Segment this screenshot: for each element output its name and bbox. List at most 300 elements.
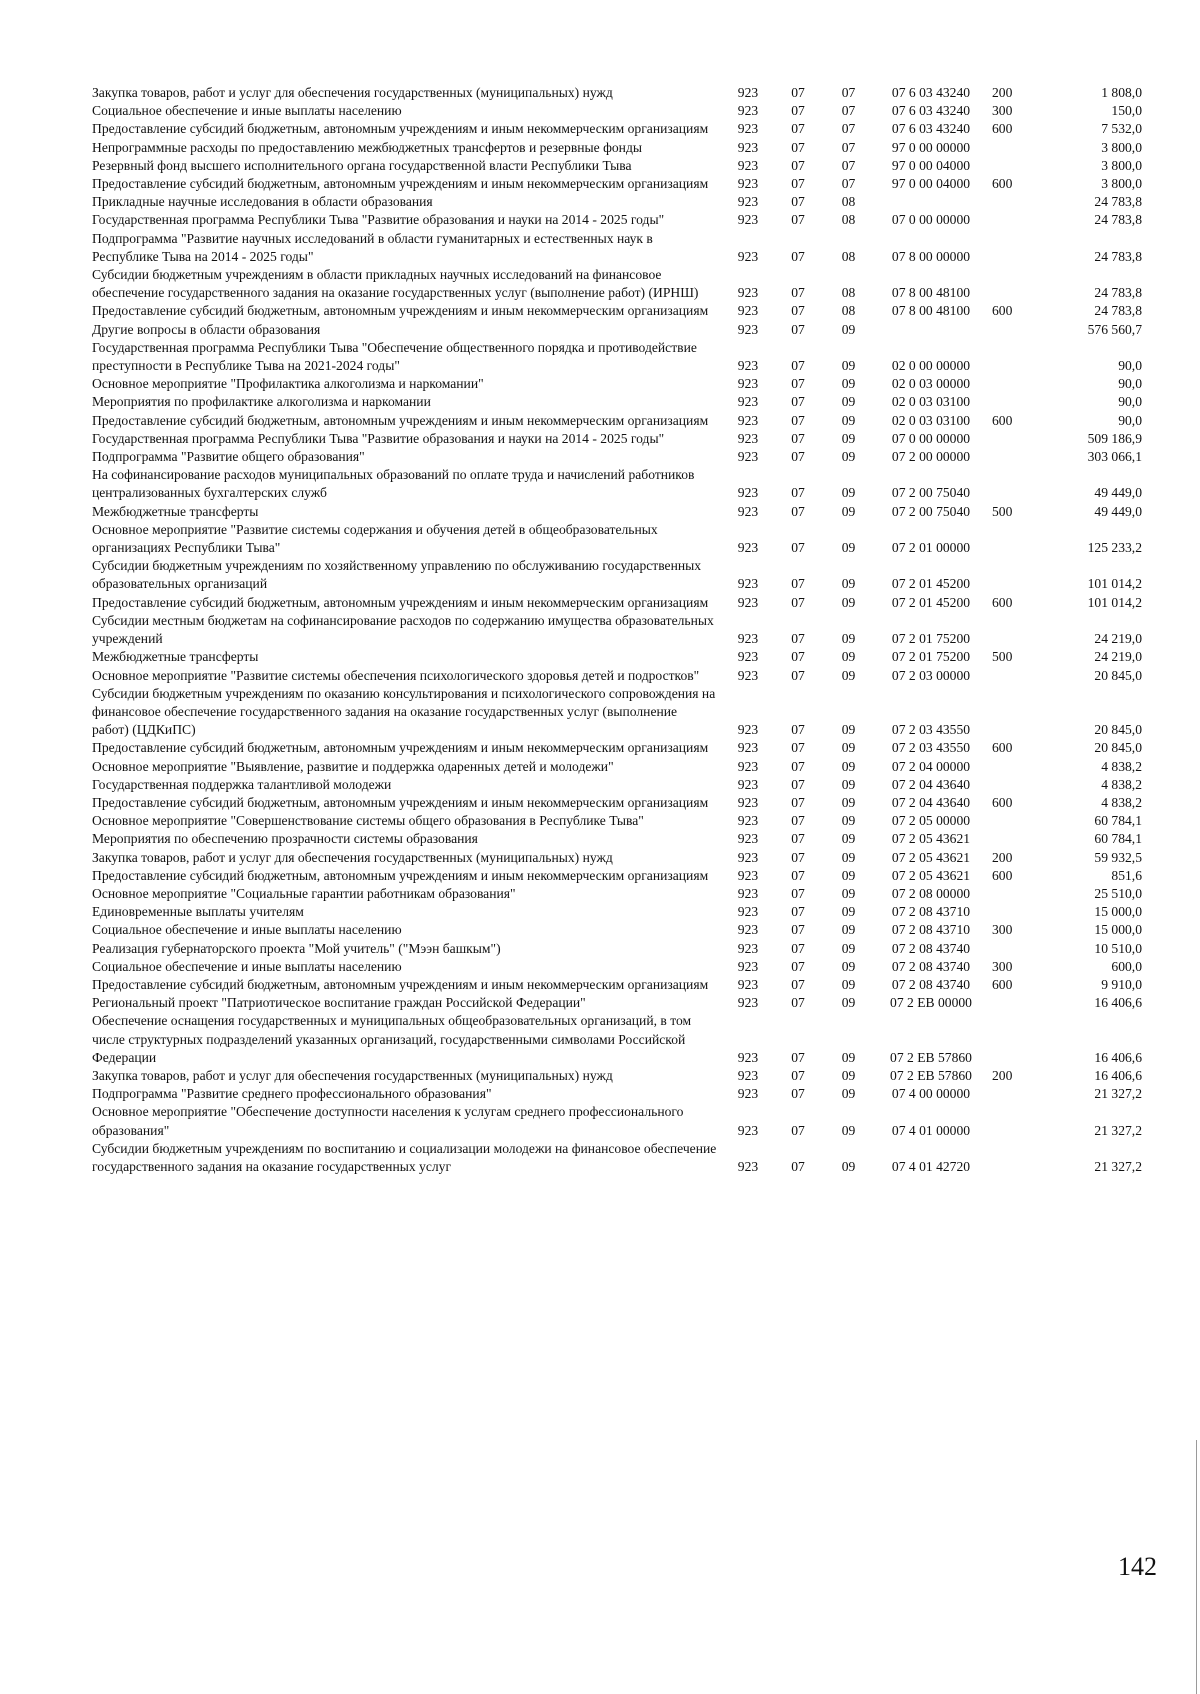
amount-cell: 59 932,5 [1094, 849, 1142, 865]
section-code-cell: 07 [791, 885, 805, 901]
table-row [92, 994, 1142, 1012]
amount-cell: 24 219,0 [1094, 631, 1142, 647]
table-row [92, 412, 1142, 430]
subsection-code-cell: 09 [841, 1049, 856, 1065]
amount-cell: 60 784,1 [1094, 813, 1142, 829]
target-item-code-cell: 07 2 03 43550 [891, 722, 971, 738]
expense-type-code-cell: 600 [992, 303, 1013, 319]
expense-type-code-cell: 600 [992, 412, 1013, 428]
expense-type-code-cell: 600 [992, 176, 1013, 192]
section-code-cell: 07 [791, 576, 805, 592]
expenditure-name-cell: Прикладные научные исследования в области образования [92, 194, 433, 210]
expenditure-name-cell: Государственная программа Республики Тыва "Развитие образования и науки на 2014 - 2025 годы" [92, 430, 665, 446]
section-code-cell: 07 [791, 976, 805, 992]
subsection-code-cell: 07 [841, 121, 856, 137]
subsection-code-cell: 08 [841, 285, 856, 301]
table-row [92, 594, 1142, 612]
ministry-code-cell: 923 [737, 1122, 759, 1138]
section-code-cell: 07 [791, 139, 805, 155]
table-row [92, 448, 1142, 466]
ministry-code-cell: 923 [737, 303, 759, 319]
table-row [92, 903, 1142, 921]
subsection-code-cell: 09 [841, 794, 856, 810]
expenditure-name-cell: Субсидии бюджетным учреждениям по хозяйственному управлению по обслуживанию государственных образовательных организаций [92, 558, 702, 592]
amount-cell: 3 800,0 [1101, 139, 1142, 155]
table-row [92, 1103, 1142, 1139]
target-item-code-cell [870, 321, 992, 339]
section-code-cell: 07 [791, 849, 805, 865]
table-row [92, 1012, 1142, 1067]
section-code-cell: 07 [791, 1122, 805, 1138]
target-item-code-cell: 97 0 00 04000 [891, 176, 971, 192]
target-item-code-cell: 07 2 01 75200 [891, 649, 971, 665]
section-code-cell: 07 [791, 813, 805, 829]
target-item-code-cell: 07 4 01 42720 [891, 1158, 971, 1174]
section-code-cell: 07 [791, 1067, 805, 1083]
section-code-cell: 07 [791, 740, 805, 756]
table-row [92, 976, 1142, 994]
expenditure-name-cell: Предоставление субсидий бюджетным, автономным учреждениям и иным некоммерческим организациям [92, 176, 709, 192]
table-row [92, 139, 1142, 157]
target-item-code-cell: 07 2 01 45200 [891, 576, 971, 592]
section-code-cell: 07 [791, 540, 805, 556]
section-code-cell: 07 [791, 358, 805, 374]
expenditure-name-cell: Другие вопросы в области образования [92, 321, 321, 337]
section-code-cell: 07 [791, 667, 805, 683]
section-code-cell: 07 [791, 758, 805, 774]
target-item-code-cell: 07 2 EB 57860 [890, 1049, 972, 1065]
section-code-cell: 07 [791, 194, 805, 210]
ministry-code-cell: 923 [737, 139, 759, 155]
subsection-code-cell: 09 [841, 758, 856, 774]
ministry-code-cell: 923 [737, 285, 759, 301]
table-row [92, 175, 1142, 193]
expense-type-code-cell [992, 193, 1040, 211]
subsection-code-cell: 09 [841, 722, 856, 738]
expense-type-code-cell [992, 1140, 1040, 1176]
expenditure-name-cell: Основное мероприятие "Профилактика алкоголизма и наркомании" [92, 376, 484, 392]
amount-cell: 125 233,2 [1087, 540, 1142, 556]
target-item-code-cell: 07 2 04 43640 [891, 794, 971, 810]
ministry-code-cell: 923 [737, 194, 759, 210]
expenditure-name-cell: Резервный фонд высшего исполнительного органа государственной власти Республики Тыва [92, 157, 632, 173]
ministry-code-cell: 923 [737, 722, 759, 738]
expense-type-code-cell [992, 448, 1040, 466]
expenditure-name-cell: Межбюджетные трансферты [92, 649, 259, 665]
amount-cell: 20 845,0 [1094, 722, 1142, 738]
amount-cell: 16 406,6 [1094, 995, 1142, 1011]
target-item-code-cell: 07 8 00 48100 [891, 303, 971, 319]
expense-type-code-cell: 600 [992, 976, 1013, 992]
ministry-code-cell: 923 [737, 740, 759, 756]
section-code-cell: 07 [791, 794, 805, 810]
subsection-code-cell: 08 [841, 212, 856, 228]
ministry-code-cell: 923 [737, 321, 759, 337]
section-code-cell: 07 [791, 485, 805, 501]
table-row [92, 794, 1142, 812]
ministry-code-cell: 923 [737, 867, 759, 883]
amount-cell: 16 406,6 [1094, 1067, 1142, 1083]
expense-type-code-cell: 600 [992, 121, 1013, 137]
table-row [92, 830, 1142, 848]
table-row [92, 430, 1142, 448]
target-item-code-cell [870, 193, 992, 211]
target-item-code-cell: 02 0 03 03100 [891, 394, 971, 410]
subsection-code-cell: 07 [841, 157, 856, 173]
target-item-code-cell: 02 0 00 00000 [891, 358, 971, 374]
expense-type-code-cell: 600 [992, 740, 1013, 756]
expenditure-name-cell: Предоставление субсидий бюджетным, автономным учреждениям и иным некоммерческим организациям [92, 121, 709, 137]
expense-type-code-cell: 300 [992, 103, 1013, 119]
subsection-code-cell: 09 [841, 740, 856, 756]
section-code-cell: 07 [791, 449, 805, 465]
target-item-code-cell: 07 2 EB 00000 [890, 995, 972, 1011]
amount-cell: 101 014,2 [1087, 594, 1142, 610]
ministry-code-cell: 923 [737, 649, 759, 665]
table-row [92, 958, 1142, 976]
amount-cell: 24 219,0 [1094, 649, 1142, 665]
expenditure-name-cell: Подпрограмма "Развитие среднего профессионального образования" [92, 1086, 492, 1102]
expense-type-code-cell [992, 776, 1040, 794]
scan-edge-line [1196, 1440, 1197, 1694]
ministry-code-cell: 923 [737, 412, 759, 428]
ministry-code-cell: 923 [737, 121, 759, 137]
ministry-code-cell: 923 [737, 85, 759, 100]
ministry-code-cell: 923 [737, 157, 759, 173]
section-code-cell: 07 [791, 831, 805, 847]
expense-type-code-cell: 300 [992, 922, 1013, 938]
amount-cell: 21 327,2 [1094, 1122, 1142, 1138]
amount-cell: 3 800,0 [1101, 176, 1142, 192]
expenditure-name-cell: Межбюджетные трансферты [92, 503, 259, 519]
table-row [92, 921, 1142, 939]
expense-type-code-cell [992, 339, 1040, 375]
expenditure-name-cell: Предоставление субсидий бюджетным, автономным учреждениям и иным некоммерческим организациям [92, 412, 709, 428]
budget-expenditure-table [92, 84, 1142, 1176]
expense-type-code-cell [992, 321, 1040, 339]
table-row [92, 685, 1142, 740]
expense-type-code-cell [992, 758, 1040, 776]
subsection-code-cell: 09 [841, 922, 856, 938]
subsection-code-cell: 09 [841, 540, 856, 556]
target-item-code-cell: 07 2 00 75040 [891, 503, 971, 519]
section-code-cell: 07 [791, 1049, 805, 1065]
section-code-cell: 07 [791, 176, 805, 192]
subsection-code-cell: 09 [841, 449, 856, 465]
amount-cell: 15 000,0 [1094, 904, 1142, 920]
ministry-code-cell: 923 [737, 212, 759, 228]
expense-type-code-cell [992, 1085, 1040, 1103]
expenditure-name-cell: Закупка товаров, работ и услуг для обеспечения государственных (муниципальных) нужд [92, 1067, 613, 1083]
table-row [92, 120, 1142, 138]
target-item-code-cell: 07 2 08 43710 [891, 922, 971, 938]
expenditure-name-cell: Основное мероприятие "Социальные гарантии работникам образования" [92, 885, 516, 901]
expenditure-name-cell: Подпрограмма "Развитие научных исследований в области гуманитарных и естественных наук в Республике Тыва на 2014 - 2025 годы" [92, 230, 653, 264]
expense-type-code-cell [992, 940, 1040, 958]
expense-type-code-cell [992, 685, 1040, 740]
section-code-cell: 07 [791, 321, 805, 337]
subsection-code-cell: 09 [841, 576, 856, 592]
amount-cell: 21 327,2 [1094, 1086, 1142, 1102]
expense-type-code-cell [992, 266, 1040, 302]
amount-cell: 3 800,0 [1101, 157, 1142, 173]
table-row [92, 375, 1142, 393]
ministry-code-cell: 923 [737, 831, 759, 847]
expense-type-code-cell [992, 393, 1040, 411]
target-item-code-cell: 07 2 08 43740 [891, 940, 971, 956]
table-row [92, 230, 1142, 266]
amount-cell: 20 845,0 [1094, 667, 1142, 683]
target-item-code-cell: 07 4 01 00000 [891, 1122, 971, 1138]
amount-cell: 4 838,2 [1101, 776, 1142, 792]
table-row [92, 1067, 1142, 1085]
table-row [92, 157, 1142, 175]
expense-type-code-cell [992, 230, 1040, 266]
subsection-code-cell: 09 [841, 1122, 856, 1138]
expense-type-code-cell: 300 [992, 958, 1013, 974]
section-code-cell: 07 [791, 594, 805, 610]
expense-type-code-cell: 200 [992, 85, 1013, 100]
section-code-cell: 07 [791, 430, 805, 446]
ministry-code-cell: 923 [737, 485, 759, 501]
expenditure-name-cell: Основное мероприятие "Обеспечение доступности населения к услугам среднего профессионального образования" [92, 1104, 684, 1138]
expense-type-code-cell [992, 612, 1040, 648]
section-code-cell: 07 [791, 867, 805, 883]
ministry-code-cell: 923 [737, 940, 759, 956]
target-item-code-cell: 07 6 03 43240 [891, 85, 971, 100]
subsection-code-cell: 07 [841, 103, 856, 119]
section-code-cell: 07 [791, 649, 805, 665]
subsection-code-cell: 09 [841, 485, 856, 501]
subsection-code-cell: 09 [841, 1158, 856, 1174]
amount-cell: 15 000,0 [1094, 922, 1142, 938]
expense-type-code-cell [992, 521, 1040, 557]
expenditure-name-cell: Мероприятия по обеспечению прозрачности системы образования [92, 831, 478, 847]
subsection-code-cell: 09 [841, 321, 856, 337]
ministry-code-cell: 923 [737, 376, 759, 392]
section-code-cell: 07 [791, 376, 805, 392]
ministry-code-cell: 923 [737, 958, 759, 974]
expense-type-code-cell [992, 211, 1040, 229]
amount-cell: 16 406,6 [1094, 1049, 1142, 1065]
expenditure-name-cell: Социальное обеспечение и иные выплаты населению [92, 958, 402, 974]
target-item-code-cell: 07 2 01 00000 [891, 540, 971, 556]
section-code-cell: 07 [791, 248, 805, 264]
amount-cell: 10 510,0 [1094, 940, 1142, 956]
table-row [92, 321, 1142, 339]
amount-cell: 24 783,8 [1094, 285, 1142, 301]
ministry-code-cell: 923 [737, 1158, 759, 1174]
expense-type-code-cell: 200 [992, 1067, 1013, 1083]
section-code-cell: 07 [791, 212, 805, 228]
subsection-code-cell: 09 [841, 885, 856, 901]
subsection-code-cell: 09 [841, 849, 856, 865]
expenditure-name-cell: Основное мероприятие "Совершенствование системы общего образования в Республике Тыва" [92, 813, 644, 829]
target-item-code-cell: 07 2 05 43621 [891, 849, 971, 865]
target-item-code-cell: 07 2 05 43621 [891, 831, 971, 847]
ministry-code-cell: 923 [737, 667, 759, 683]
target-item-code-cell: 07 2 03 43550 [891, 740, 971, 756]
ministry-code-cell: 923 [737, 1049, 759, 1065]
expense-type-code-cell: 500 [992, 649, 1013, 665]
target-item-code-cell: 07 2 00 75040 [891, 485, 971, 501]
expense-type-code-cell [992, 157, 1040, 175]
section-code-cell: 07 [791, 958, 805, 974]
target-item-code-cell: 07 6 03 43240 [891, 121, 971, 137]
table-row [92, 667, 1142, 685]
expense-type-code-cell [992, 1012, 1040, 1067]
amount-cell: 9 910,0 [1101, 976, 1142, 992]
table-row [92, 612, 1142, 648]
table-row [92, 393, 1142, 411]
amount-cell: 21 327,2 [1094, 1158, 1142, 1174]
ministry-code-cell: 923 [737, 885, 759, 901]
target-item-code-cell: 07 2 08 43710 [891, 904, 971, 920]
target-item-code-cell: 07 2 08 00000 [891, 885, 971, 901]
expense-type-code-cell [992, 430, 1040, 448]
target-item-code-cell: 02 0 03 03100 [891, 412, 971, 428]
amount-cell: 101 014,2 [1087, 576, 1142, 592]
expenditure-name-cell: Субсидии бюджетным учреждениям по оказанию консультирования и психологического сопровождения на финансовое обеспечение государственного задания на оказание государственных услуг (выполнение работ) (ЦДКиПС) [92, 685, 716, 738]
amount-cell: 49 449,0 [1094, 503, 1142, 519]
subsection-code-cell: 09 [841, 867, 856, 883]
ministry-code-cell: 923 [737, 922, 759, 938]
expenditure-name-cell: Предоставление субсидий бюджетным, автономным учреждениям и иным некоммерческим организациям [92, 303, 709, 319]
amount-cell: 1 808,0 [1101, 85, 1142, 100]
expenditure-name-cell: Региональный проект "Патриотическое воспитание граждан Российской Федерации" [92, 995, 586, 1011]
expenditure-name-cell: Предоставление субсидий бюджетным, автономным учреждениям и иным некоммерческим организациям [92, 976, 709, 992]
target-item-code-cell: 07 2 01 45200 [891, 594, 971, 610]
subsection-code-cell: 09 [841, 831, 856, 847]
subsection-code-cell: 09 [841, 995, 856, 1011]
subsection-code-cell: 07 [841, 176, 856, 192]
expenditure-name-cell: Предоставление субсидий бюджетным, автономным учреждениям и иным некоммерческим организациям [92, 794, 709, 810]
expenditure-name-cell: Закупка товаров, работ и услуг для обеспечения государственных (муниципальных) нужд [92, 85, 613, 100]
ministry-code-cell: 923 [737, 776, 759, 792]
section-code-cell: 07 [791, 303, 805, 319]
subsection-code-cell: 09 [841, 904, 856, 920]
ministry-code-cell: 923 [737, 248, 759, 264]
section-code-cell: 07 [791, 121, 805, 137]
expenditure-name-cell: Обеспечение оснащения государственных и муниципальных общеобразовательных организаций, в том числе структурных подразделений указанных организаций, государственными символами Российской Федерации [92, 1013, 692, 1065]
expense-type-code-cell [992, 830, 1040, 848]
section-code-cell: 07 [791, 1086, 805, 1102]
subsection-code-cell: 08 [841, 194, 856, 210]
ministry-code-cell: 923 [737, 103, 759, 119]
ministry-code-cell: 923 [737, 794, 759, 810]
table-row [92, 739, 1142, 757]
amount-cell: 25 510,0 [1094, 885, 1142, 901]
table-row [92, 758, 1142, 776]
ministry-code-cell: 923 [737, 576, 759, 592]
target-item-code-cell: 97 0 00 00000 [891, 139, 971, 155]
section-code-cell: 07 [791, 904, 805, 920]
subsection-code-cell: 09 [841, 1067, 856, 1083]
ministry-code-cell: 923 [737, 849, 759, 865]
amount-cell: 150,0 [1111, 103, 1142, 119]
expenditure-name-cell: Социальное обеспечение и иные выплаты населению [92, 922, 402, 938]
target-item-code-cell: 07 0 00 00000 [891, 430, 971, 446]
subsection-code-cell: 09 [841, 667, 856, 683]
expense-type-code-cell: 600 [992, 794, 1013, 810]
amount-cell: 90,0 [1118, 376, 1142, 392]
table-row [92, 1140, 1142, 1176]
target-item-code-cell: 07 2 03 00000 [891, 667, 971, 683]
section-code-cell: 07 [791, 285, 805, 301]
table-row [92, 1085, 1142, 1103]
expense-type-code-cell: 600 [992, 594, 1013, 610]
target-item-code-cell: 07 2 05 43621 [891, 867, 971, 883]
expense-type-code-cell [992, 375, 1040, 393]
target-item-code-cell: 07 2 EB 57860 [890, 1067, 972, 1083]
subsection-code-cell: 09 [841, 1086, 856, 1102]
expense-type-code-cell [992, 466, 1040, 502]
table-row [92, 193, 1142, 211]
expenditure-name-cell: Предоставление субсидий бюджетным, автономным учреждениям и иным некоммерческим организациям [92, 867, 709, 883]
ministry-code-cell: 923 [737, 631, 759, 647]
subsection-code-cell: 08 [841, 303, 856, 319]
section-code-cell: 07 [791, 1158, 805, 1174]
expenditure-name-cell: Государственная поддержка талантливой молодежи [92, 776, 392, 792]
table-row [92, 648, 1142, 666]
ministry-code-cell: 923 [737, 995, 759, 1011]
section-code-cell: 07 [791, 85, 805, 100]
amount-cell: 4 838,2 [1101, 758, 1142, 774]
amount-cell: 90,0 [1118, 394, 1142, 410]
table-body [92, 84, 1142, 1176]
expense-type-code-cell: 500 [992, 503, 1013, 519]
target-item-code-cell: 07 2 08 43740 [891, 976, 971, 992]
expense-type-code-cell [992, 557, 1040, 593]
expenditure-name-cell: Реализация губернаторского проекта "Мой учитель" ("Мээн башкым") [92, 940, 501, 956]
ministry-code-cell: 923 [737, 758, 759, 774]
expenditure-name-cell: Социальное обеспечение и иные выплаты населению [92, 103, 402, 119]
ministry-code-cell: 923 [737, 358, 759, 374]
ministry-code-cell: 923 [737, 1086, 759, 1102]
expenditure-name-cell: Основное мероприятие "Выявление, развитие и поддержка одаренных детей и молодежи" [92, 758, 614, 774]
table-row [92, 867, 1142, 885]
target-item-code-cell: 07 4 00 00000 [891, 1086, 971, 1102]
ministry-code-cell: 923 [737, 430, 759, 446]
section-code-cell: 07 [791, 103, 805, 119]
amount-cell: 576 560,7 [1087, 321, 1142, 337]
section-code-cell: 07 [791, 940, 805, 956]
amount-cell: 24 783,8 [1094, 303, 1142, 319]
subsection-code-cell: 09 [841, 631, 856, 647]
section-code-cell: 07 [791, 394, 805, 410]
target-item-code-cell: 07 6 03 43240 [891, 103, 971, 119]
expense-type-code-cell [992, 903, 1040, 921]
table-row [92, 266, 1142, 302]
amount-cell: 4 838,2 [1101, 794, 1142, 810]
target-item-code-cell: 97 0 00 04000 [891, 157, 971, 173]
section-code-cell: 07 [791, 157, 805, 173]
table-row [92, 503, 1142, 521]
expenditure-name-cell: Предоставление субсидий бюджетным, автономным учреждениям и иным некоммерческим организациям [92, 594, 709, 610]
ministry-code-cell: 923 [737, 176, 759, 192]
table-row [92, 557, 1142, 593]
ministry-code-cell: 923 [737, 904, 759, 920]
table-row [92, 102, 1142, 120]
target-item-code-cell: 07 2 00 00000 [891, 449, 971, 465]
table-row [92, 849, 1142, 867]
table-row [92, 339, 1142, 375]
amount-cell: 60 784,1 [1094, 831, 1142, 847]
expenditure-name-cell: Предоставление субсидий бюджетным, автономным учреждениям и иным некоммерческим организациям [92, 740, 709, 756]
subsection-code-cell: 09 [841, 394, 856, 410]
subsection-code-cell: 09 [841, 503, 856, 519]
subsection-code-cell: 09 [841, 976, 856, 992]
